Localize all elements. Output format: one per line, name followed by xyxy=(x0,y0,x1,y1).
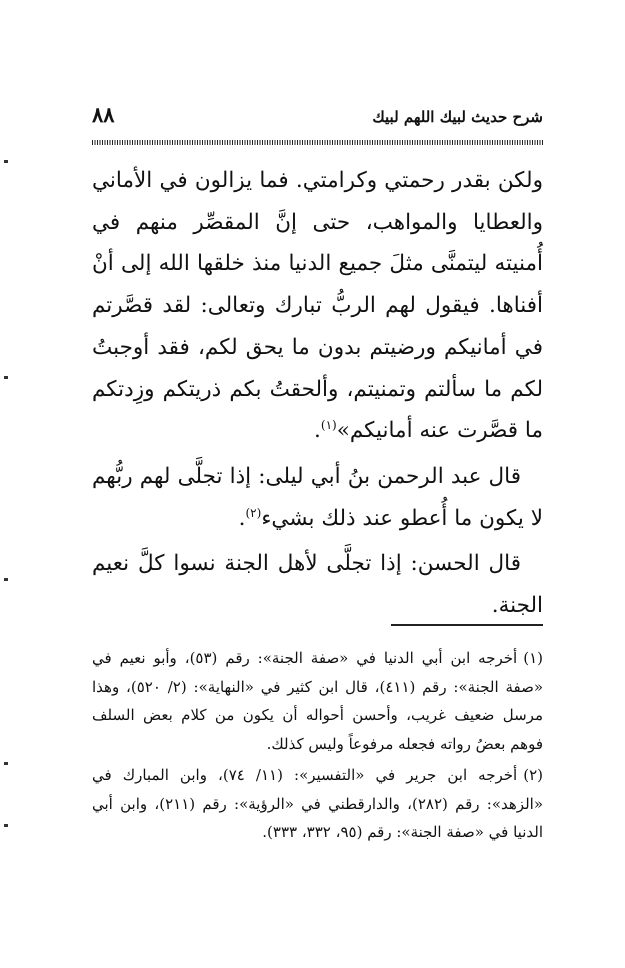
scan-margin-mark xyxy=(4,376,8,379)
running-title: شرح حديث لبيك اللهم لبيك xyxy=(372,108,543,126)
footnote-ref-1: (١) xyxy=(320,418,337,433)
page-header xyxy=(92,99,543,125)
scan-margin-mark xyxy=(4,578,8,581)
paragraph-3: قال الحسن: إذا تجلَّى لأهل الجنة نسوا كلَّ نعيم الجنة. xyxy=(92,551,543,619)
footnote-2-text: أخرجه ابن جرير في «التفسير»: (١١/ ٧٤)، وابن المبارك في «الزهد»: رقم (٢٨٢)، والدارقطني في «الرؤية»: رقم (٢١١)، وابن أبي الدنيا في «صفة الجنة»: رقم (٩٥، ٣٣٢، ٣٣٣). xyxy=(92,765,543,842)
scan-margin-mark xyxy=(4,160,8,163)
paragraph-2: قال عبد الرحمن بنُ أبي ليلى: إذا تجلَّى لهم ربُّهم لا يكون ما أُعطو عند ذلك بشيء$^{(٢)}$. xyxy=(92,463,543,531)
footnote-1-number: (١) xyxy=(523,649,543,667)
footnote-2-number: (٢) xyxy=(523,765,543,784)
paragraph-1: ولكن بقدر رحمتي وكرامتي. فما يزالون في الأماني والعطايا والمواهب، حتى إنَّ المقصِّر منهم في أُمنيته ليتمنَّى مثلَ جميع الدنيا منذ خلقها الله إلى أنْ أفناها. فيقول لهم الربُّ تبارك وتعالى: لقد قصَّرتم في أمانيكم ورضيتم بدون ما يحق لكم، فقد أوجبتُ لكم ما سألتم وتمنيتم، وألحقتُ بكم ذريتكم وزِدتكم ما قصَّرت عنه أمانيكم»$^{(١)}$. xyxy=(92,168,543,444)
scan-margin-mark xyxy=(4,824,8,827)
page-number: ٨٨ xyxy=(92,102,115,127)
scan-margin-mark xyxy=(4,762,8,765)
footnote-ref-2: (٢) xyxy=(245,505,262,520)
footnotes xyxy=(92,644,543,849)
header-divider xyxy=(92,140,543,145)
footnote-separator xyxy=(391,624,543,626)
main-text xyxy=(92,160,543,627)
footnote-1 xyxy=(92,644,543,759)
footnote-1-text: أخرجه ابن أبي الدنيا في «صفة الجنة»: رقم (٥٣)، وأبو نعيم في «صفة الجنة»: رقم (٤١١)، قال ابن كثير في «النهاية»: (٢/ ٥٢٠)، وهذا مرسل ضعيف غريب، وأحسن أحواله أن يكون من كلام بعض السلف فوهم بعضُ رواته فجعله مرفوعاً وليس كذلك. xyxy=(92,649,544,754)
paragraph-1-text: ولكن بقدر رحمتي وكرامتي. فما يزالون في الأماني والعطايا والمواهب، حتى إنَّ المقصِّر منهم في أُمنيته ليتمنَّى مثلَ جميع الدنيا منذ خلقها الله إلى أنْ أفناها. فيقول لهم الربُّ تبارك وتعالى: لقد قصَّرتم في أمانيكم ورضيتم بدون ما يحق لكم، فقد أوجبتُ لكم ما سألتم وتمنيتم، وألحقتُ بكم ذريتكم وزِدتكم ما قصَّرت عنه أمانيكم» xyxy=(92,168,543,444)
paragraph-2-text: قال عبد الرحمن بنُ أبي ليلى: إذا تجلَّى لهم ربُّهم لا يكون ما أُعطو عند ذلك بشيء xyxy=(92,463,543,531)
footnote-2 xyxy=(92,761,543,847)
